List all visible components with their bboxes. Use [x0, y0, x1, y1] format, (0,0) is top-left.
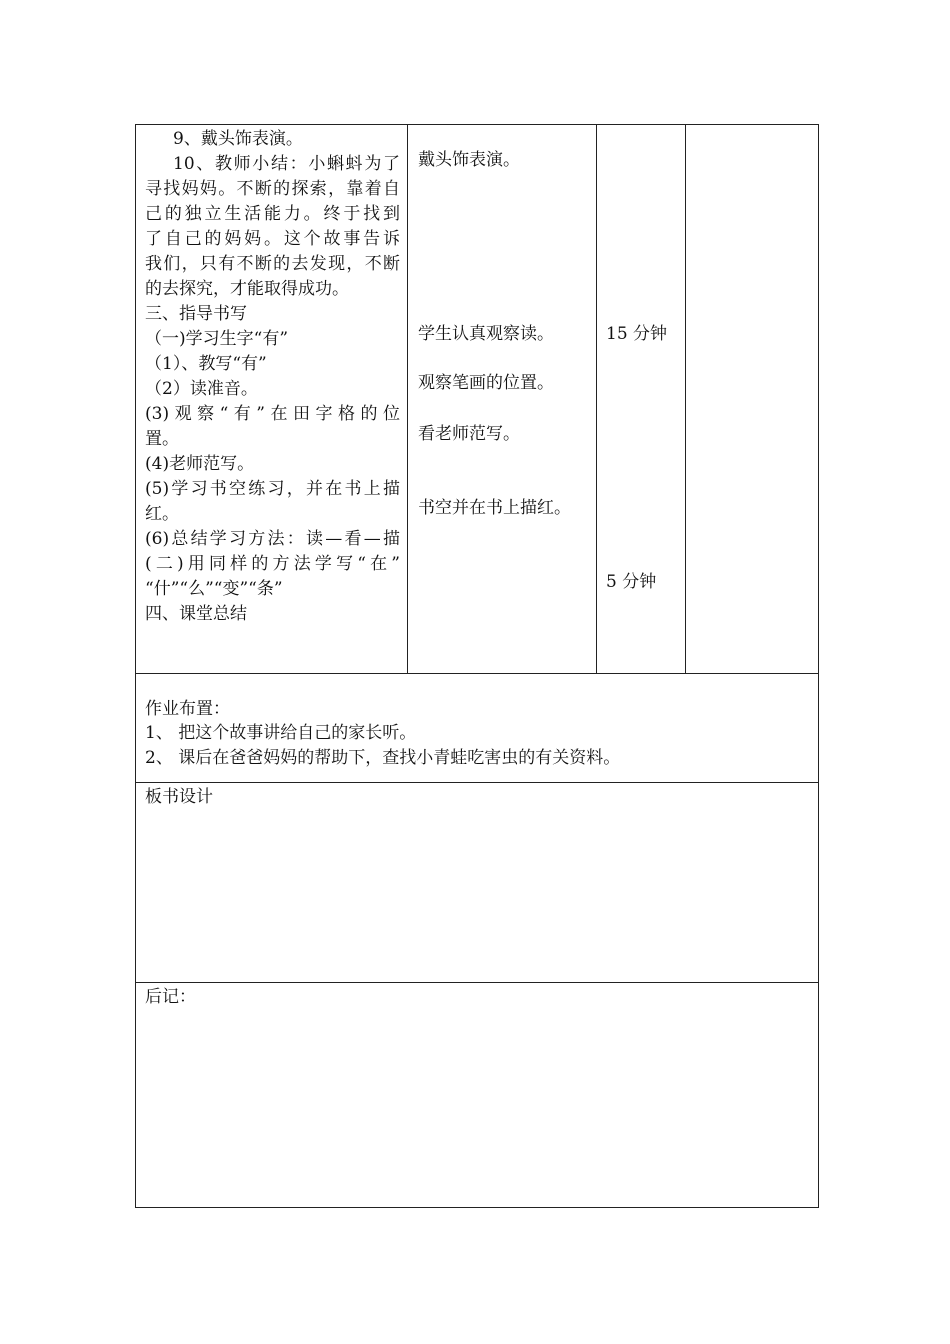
- row-divider-2: [135, 782, 819, 783]
- process-line: 9、戴头饰表演。: [173, 129, 303, 149]
- homework-title: 作业布置：: [145, 699, 230, 719]
- process-line: 10、教师小结：小蝌蚪为了: [173, 154, 400, 174]
- process-line: (二)用同样的方法学写“在”: [145, 554, 400, 574]
- homework-item: 1、 把这个故事讲给自己的家长听。: [145, 723, 417, 743]
- time-allocation: 15 分钟: [606, 324, 668, 344]
- process-line: 的去探究，才能取得成功。: [145, 279, 349, 299]
- process-line: 己的独立生活能力。终于找到: [145, 204, 400, 224]
- student-activity: 学生认真观察读。: [418, 324, 554, 344]
- student-activity: 书空并在书上描红。: [418, 498, 571, 518]
- process-line: （1）、教写“有”: [145, 354, 267, 374]
- process-line: (3)观察“有”在田字格的位: [145, 404, 400, 424]
- process-line: (5)学习书空练习，并在书上描: [145, 479, 400, 499]
- process-line: 置。: [145, 429, 179, 449]
- student-activity: 观察笔画的位置。: [418, 373, 554, 393]
- student-activity: 戴头饰表演。: [418, 150, 520, 170]
- row-divider-1: [135, 673, 819, 674]
- time-allocation: 5 分钟: [606, 572, 657, 592]
- column-divider-3: [685, 124, 686, 674]
- board-design-title: 板书设计: [145, 787, 213, 807]
- process-line: (4)老师范写。: [145, 454, 255, 474]
- process-line: “什”“么”“变”“条”: [145, 579, 283, 599]
- process-line: 四、课堂总结: [145, 604, 247, 624]
- process-line: (6)总结学习方法：读—看—描: [145, 529, 400, 549]
- process-line: 寻找妈妈。不断的探索，靠着自: [145, 179, 400, 199]
- process-line: 我们，只有不断的去发现，不断: [145, 254, 400, 274]
- process-line: 红。: [145, 504, 179, 524]
- student-activity: 看老师范写。: [418, 424, 520, 444]
- process-line: 了自己的妈妈。这个故事告诉: [145, 229, 400, 249]
- row-divider-3: [135, 982, 819, 983]
- process-line: 三、指导书写: [145, 304, 247, 324]
- postscript-title: 后记：: [145, 987, 196, 1007]
- process-line: （一)学习生字“有”: [145, 329, 289, 349]
- column-divider-1: [407, 124, 408, 674]
- column-divider-2: [596, 124, 597, 674]
- teaching-process-cell: [145, 127, 400, 627]
- homework-item: 2、 课后在爸爸妈妈的帮助下，查找小青蛙吃害虫的有关资料。: [145, 748, 621, 768]
- process-line: （2）读准音。: [145, 379, 258, 399]
